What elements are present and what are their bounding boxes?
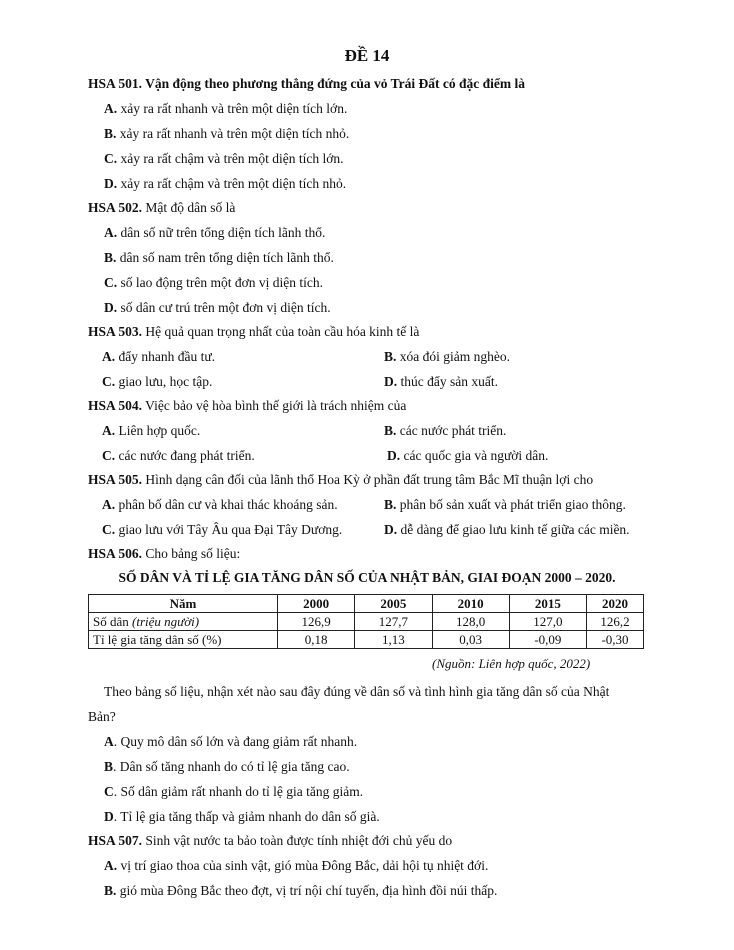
table-cell: 128,0 xyxy=(432,613,509,631)
table-cell: 126,2 xyxy=(587,613,644,631)
option-key: B. xyxy=(104,250,117,265)
table-cell: 126,9 xyxy=(278,613,355,631)
option-key: B. xyxy=(104,883,117,898)
option-text: thúc đẩy sản xuất. xyxy=(397,374,498,389)
option-text: các nước đang phát triển. xyxy=(115,448,255,463)
option-text: các quốc gia và người dân. xyxy=(400,448,549,463)
option-504-b[interactable] xyxy=(384,423,506,439)
row-label xyxy=(89,613,278,631)
option-key: B. xyxy=(384,349,397,364)
table-header-cell: Năm xyxy=(89,595,278,613)
option-key: C. xyxy=(102,374,116,389)
question-stem: Hệ quả quan trọng nhất của toàn cầu hóa kinh tế là xyxy=(142,324,420,339)
table-cell: 127,0 xyxy=(509,613,586,631)
table-row xyxy=(89,613,644,631)
table-cell: 127,7 xyxy=(355,613,432,631)
option-505-d[interactable] xyxy=(384,522,630,538)
question-stem: Cho bảng số liệu: xyxy=(142,546,241,561)
option-text: . Tỉ lệ gia tăng thấp và giảm nhanh do dân số già. xyxy=(113,809,380,824)
option-text: giao lưu với Tây Âu qua Đại Tây Dương. xyxy=(115,522,343,537)
option-text: các nước phát triển. xyxy=(396,423,507,438)
option-507-a[interactable] xyxy=(104,858,488,874)
option-key: B. xyxy=(104,126,117,141)
option-text: xảy ra rất chậm và trên một diện tích lớn. xyxy=(117,151,344,166)
question-label: HSA 507. xyxy=(88,833,143,848)
option-text: đẩy nhanh đầu tư. xyxy=(115,349,216,364)
question-label: HSA 501. xyxy=(88,76,143,91)
option-502-c[interactable] xyxy=(104,275,323,291)
table-header-cell: 2005 xyxy=(355,595,432,613)
option-text: số dân cư trú trên một đơn vị diện tích. xyxy=(117,300,331,315)
option-text: dân số nam trên tổng diện tích lãnh thổ. xyxy=(116,250,334,265)
option-text: . Số dân giảm rất nhanh do tỉ lệ gia tăng giảm. xyxy=(113,784,364,799)
question-label: HSA 504. xyxy=(88,398,143,413)
question-stem: Mật độ dân số là xyxy=(142,200,236,215)
table-header-cell: 2020 xyxy=(587,595,644,613)
question-505 xyxy=(88,472,593,488)
option-text: . Dân số tăng nhanh do có tỉ lệ gia tăng cao. xyxy=(113,759,350,774)
question-prompt-line: Bản? xyxy=(88,709,116,724)
option-502-b[interactable] xyxy=(104,250,334,266)
option-text: gió mùa Đông Bắc theo đợt, vị trí nội chí tuyến, địa hình đồi núi thấp. xyxy=(116,883,498,898)
question-507 xyxy=(88,833,452,849)
option-key: A. xyxy=(104,101,118,116)
option-503-d[interactable] xyxy=(384,374,498,390)
question-label: HSA 502. xyxy=(88,200,143,215)
table-cell: 0,03 xyxy=(432,631,509,649)
option-key: D. xyxy=(384,522,398,537)
question-stem: Hình dạng cân đối của lãnh thổ Hoa Kỳ ở phần đất trung tâm Bắc Mĩ thuận lợi cho xyxy=(142,472,594,487)
table-header-cell: 2010 xyxy=(432,595,509,613)
option-key: B xyxy=(104,759,114,774)
option-text: giao lưu, học tập. xyxy=(115,374,213,389)
page-title: ĐỀ 14 xyxy=(344,46,390,65)
option-text: phân bố dân cư và khai thác khoáng sản. xyxy=(115,497,338,512)
option-text: . Quy mô dân số lớn và đang giảm rất nhanh. xyxy=(113,734,358,749)
question-stem: Vận động theo phương thẳng đứng của vỏ Trái Đất có đặc điểm là xyxy=(142,76,526,91)
table-header-cell: 2000 xyxy=(278,595,355,613)
row-label-unit: (triệu người) xyxy=(132,613,200,629)
option-key: B. xyxy=(384,423,397,438)
option-text: xảy ra rất nhanh và trên một diện tích lớn. xyxy=(117,101,348,116)
option-505-b[interactable] xyxy=(384,497,626,513)
question-stem: Việc bảo vệ hòa bình thế giới là trách nhiệm của xyxy=(142,398,407,413)
option-503-a[interactable] xyxy=(102,349,215,365)
option-key: A. xyxy=(104,225,118,240)
option-506-c[interactable] xyxy=(104,784,363,800)
option-506-d[interactable] xyxy=(104,809,380,825)
table-header-cell: 2015 xyxy=(509,595,586,613)
question-501 xyxy=(88,76,525,92)
option-text: Liên hợp quốc. xyxy=(115,423,201,438)
option-key: D. xyxy=(387,448,401,463)
option-501-d[interactable] xyxy=(104,176,346,192)
option-506-b[interactable] xyxy=(104,759,350,775)
table-title: SỐ DÂN VÀ TỈ LỆ GIA TĂNG DÂN SỐ CỦA NHẬT BẢN, GIAI ĐOẠN 2000 – 2020. xyxy=(118,570,616,585)
option-504-a[interactable] xyxy=(102,423,200,439)
option-text: dễ dàng để giao lưu kinh tế giữa các miền. xyxy=(397,522,630,537)
option-text: vị trí giao thoa của sinh vật, gió mùa Đông Bắc, dải hội tụ nhiệt đới. xyxy=(117,858,489,873)
option-501-b[interactable] xyxy=(104,126,349,142)
table-cell: 0,18 xyxy=(278,631,355,649)
option-key: C. xyxy=(104,151,118,166)
option-504-c[interactable] xyxy=(102,448,255,464)
option-key: A. xyxy=(102,349,116,364)
option-key: C. xyxy=(104,275,118,290)
option-503-b[interactable] xyxy=(384,349,510,365)
option-key: A. xyxy=(102,423,116,438)
table-header-row xyxy=(89,595,644,613)
option-key: C. xyxy=(102,522,116,537)
table-source: (Nguồn: Liên hợp quốc, 2022) xyxy=(432,656,591,671)
option-key: D. xyxy=(104,300,118,315)
option-503-c[interactable] xyxy=(102,374,212,390)
row-label: Tỉ lệ gia tăng dân số (%) xyxy=(89,631,278,649)
question-stem: Sinh vật nước ta bảo toàn được tính nhiệt đới chủ yếu do xyxy=(142,833,453,848)
option-505-c[interactable] xyxy=(102,522,342,538)
option-504-d[interactable] xyxy=(387,448,548,464)
option-502-a[interactable] xyxy=(104,225,325,241)
option-key: A. xyxy=(102,497,116,512)
question-506 xyxy=(88,546,240,562)
option-text: số lao động trên một đơn vị diện tích. xyxy=(117,275,323,290)
question-502 xyxy=(88,200,235,216)
question-label: HSA 505. xyxy=(88,472,143,487)
option-text: dân số nữ trên tổng diện tích lãnh thổ. xyxy=(117,225,326,240)
question-prompt-line: Theo bảng số liệu, nhận xét nào sau đây đúng về dân số và tình hình gia tăng dân số của Nhật xyxy=(104,684,610,699)
option-506-a[interactable] xyxy=(104,734,357,750)
option-502-d[interactable] xyxy=(104,300,331,316)
table-cell: -0,30 xyxy=(587,631,644,649)
option-key: D xyxy=(104,809,114,824)
row-label-text: Số dân xyxy=(93,613,129,629)
option-505-a[interactable] xyxy=(102,497,338,513)
table-row xyxy=(89,631,644,649)
option-text: phân bố sản xuất và phát triển giao thông. xyxy=(396,497,626,512)
question-label: HSA 506. xyxy=(88,546,143,561)
option-key: D. xyxy=(104,176,118,191)
option-507-b[interactable] xyxy=(104,883,497,899)
option-key: B. xyxy=(384,497,397,512)
data-table xyxy=(88,594,644,649)
option-key: A. xyxy=(104,858,118,873)
option-text: xóa đói giảm nghèo. xyxy=(396,349,510,364)
option-501-a[interactable] xyxy=(104,101,347,117)
table-cell: 1,13 xyxy=(355,631,432,649)
question-504 xyxy=(88,398,406,414)
option-text: xảy ra rất chậm và trên một diện tích nhỏ. xyxy=(117,176,347,191)
option-key: A xyxy=(104,734,114,749)
table-cell: -0,09 xyxy=(509,631,586,649)
option-key: D. xyxy=(384,374,398,389)
option-key: C. xyxy=(102,448,116,463)
question-label: HSA 503. xyxy=(88,324,143,339)
option-501-c[interactable] xyxy=(104,151,344,167)
question-503 xyxy=(88,324,419,340)
option-text: xảy ra rất nhanh và trên một diện tích nhỏ. xyxy=(116,126,350,141)
option-key: C xyxy=(104,784,114,799)
